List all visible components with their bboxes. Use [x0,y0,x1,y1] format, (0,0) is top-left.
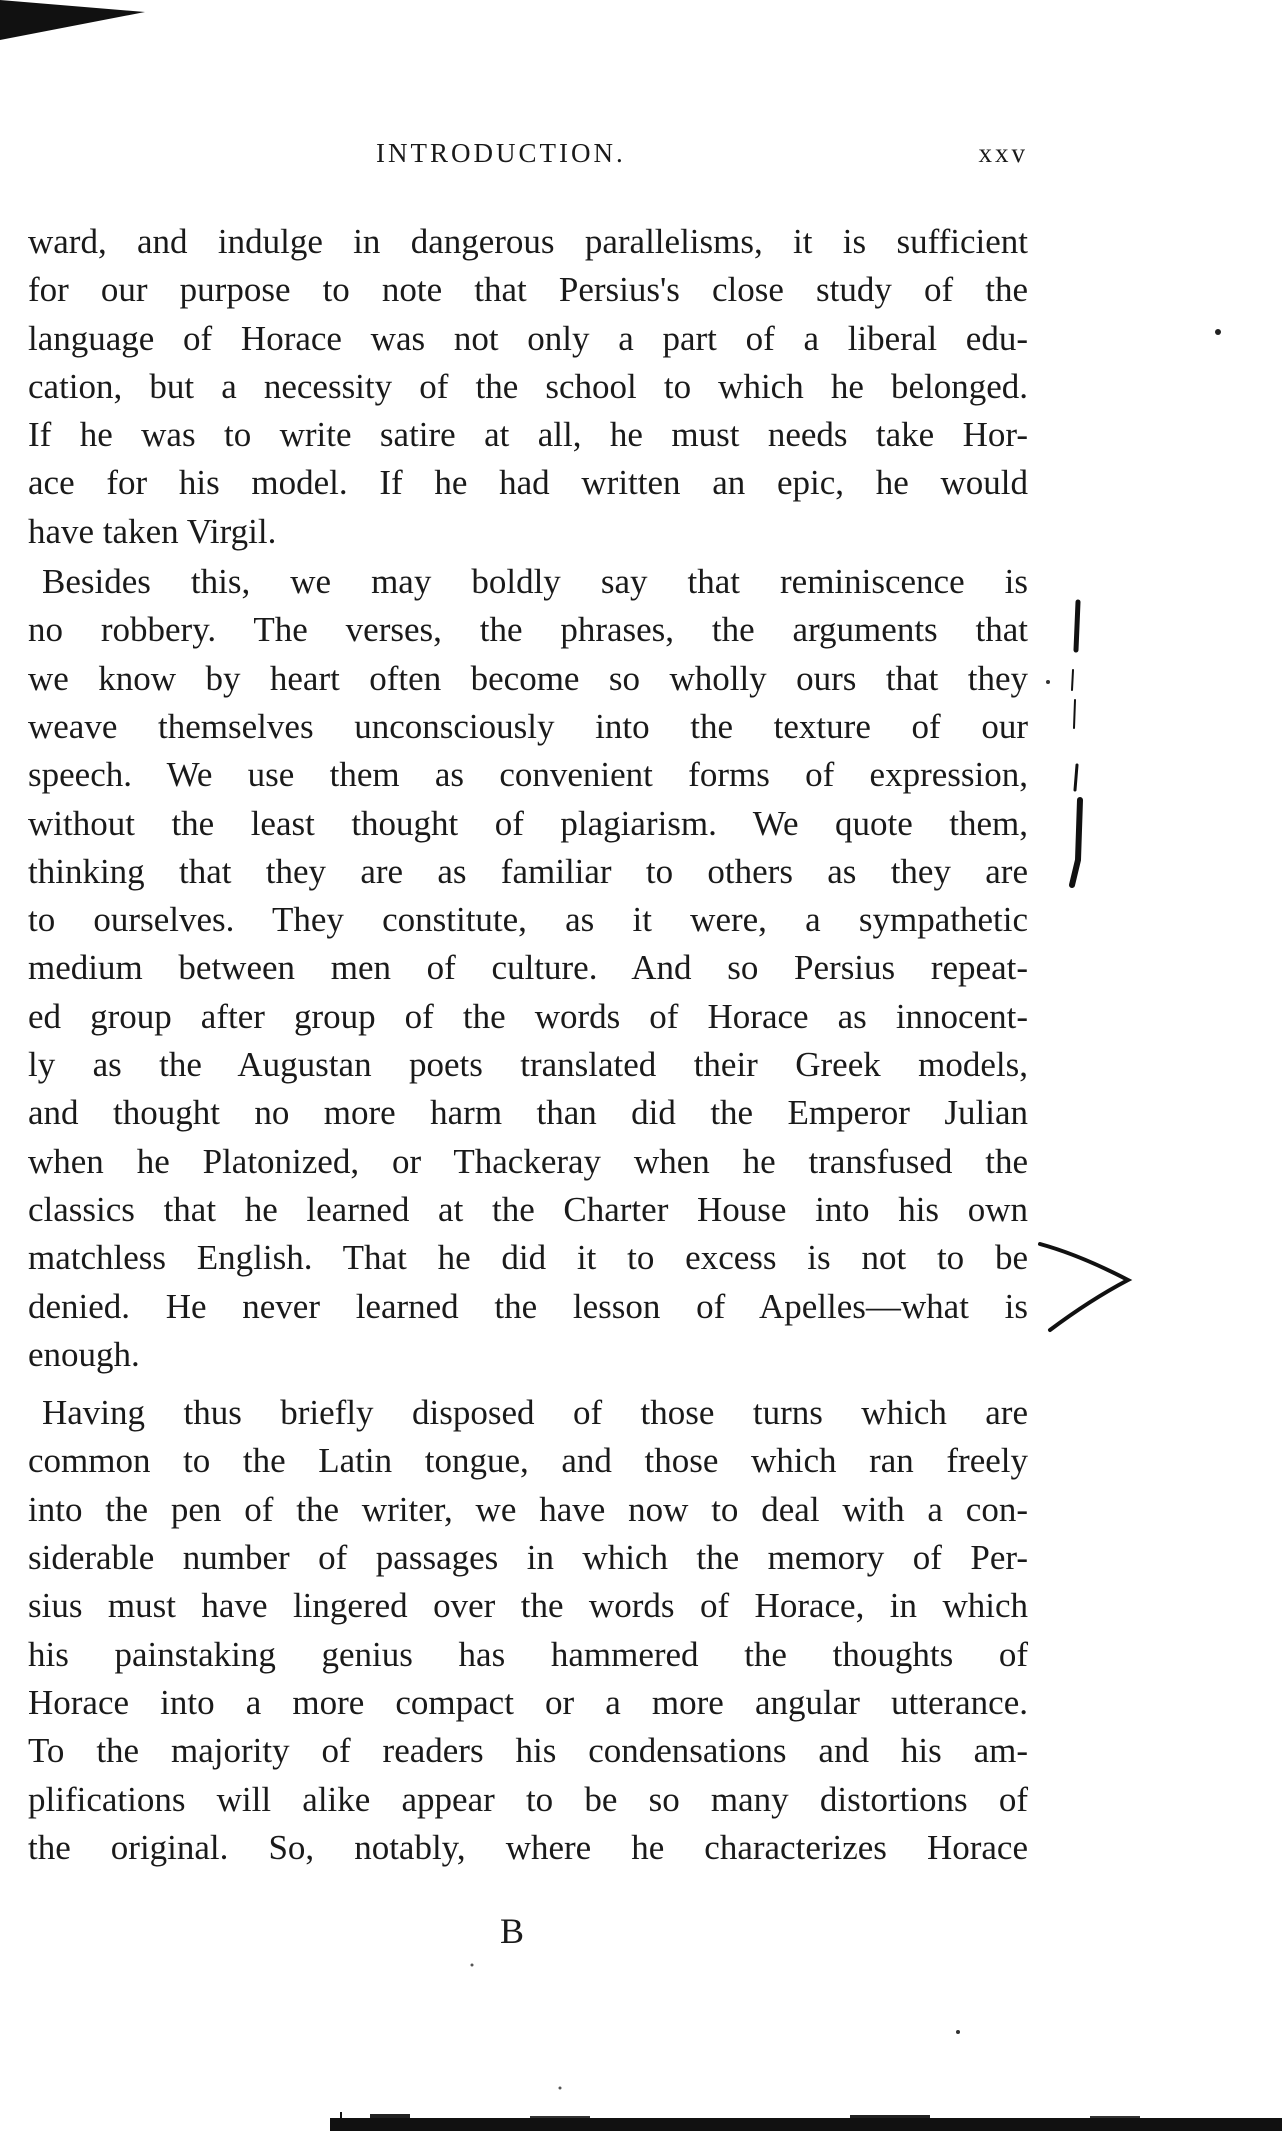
margin-dot [956,2030,960,2034]
text-line: ed group after group of the words of Horace as innocent- [28,996,1028,1036]
text-line: without the least thought of plagiarism. We quote them, [28,803,1028,843]
paragraph-3 [28,1389,1028,1872]
text-line: ward, and indulge in dangerous parallelisms, it is sufficient [28,222,1028,261]
text-line: plifications will alike appear to be so many distortions of [28,1779,1028,1819]
margin-dot [1046,680,1050,684]
text-line: no robbery. The verses, the phrases, the arguments that [28,610,1028,650]
text-line: medium between men of culture. And so Persius repeat- [28,948,1028,988]
text-line: Horace into a more compact or a more angular utterance. [28,1682,1028,1722]
text-line: language of Horace was not only a part of a liberal edu- [28,318,1028,358]
text-line: cation, but a necessity of the school to which he belonged. [28,366,1028,406]
text-line: common to the Latin tongue, and those which ran freely [28,1441,1028,1481]
text-line: we know by heart often become so wholly ours that they [28,658,1028,698]
margin-bracket-mark [1072,602,1080,885]
text-line: If he was to write satire at all, he must needs take Hor- [28,415,1028,455]
margin-dot [471,1964,474,1967]
text-line: Besides this, we may boldly say that reminiscence is [42,562,1028,602]
running-head [28,138,1028,178]
text-line: siderable number of passages in which the memory of Per- [28,1538,1028,1578]
margin-angle-mark [1040,1244,1128,1330]
text-line: denied. He never learned the lesson of Apelles—what is [28,1286,1028,1326]
text-line: sius must have lingered over the words of Horace, in which [28,1586,1028,1626]
text-line: Having thus briefly disposed of those turns which are [42,1393,1028,1433]
text-line: enough. [28,1334,140,1374]
page-corner-shadow [0,0,150,40]
text-line: to ourselves. They constitute, as it were, a sympathetic [28,900,1028,940]
text-line: the original. So, notably, where he characterizes Horace [28,1827,1028,1867]
margin-dot [559,2087,562,2090]
text-line: and thought no more harm than did the Emperor Julian [28,1093,1028,1133]
text-line: ly as the Augustan poets translated their Greek models, [28,1045,1028,1085]
margin-dot [1215,329,1221,335]
text-line: speech. We use them as convenient forms of expression, [28,755,1028,795]
text-line: into the pen of the writer, we have now to deal with a con- [28,1489,1028,1529]
body-text [28,218,1028,1872]
text-line: To the majority of readers his condensations and his am- [28,1731,1028,1771]
running-title: INTRODUCTION. [376,138,626,168]
signature-mark: B [500,1911,525,1951]
paragraph-1 [28,218,1028,556]
paragraph-2 [28,558,1028,1379]
text-line: thinking that they are as familiar to others as they are [28,851,1028,891]
text-line: ace for his model. If he had written an epic, he would [28,463,1028,503]
text-line: for our purpose to note that Persius's close study of the [28,270,1028,310]
text-line: his painstaking genius has hammered the thoughts of [28,1634,1028,1674]
page-number: xxv [978,138,1028,168]
text-line: have taken Virgil. [28,511,277,551]
text-line: weave themselves unconsciously into the texture of our [28,706,1028,746]
scan-edge-bar [330,2112,1282,2131]
text-line: when he Platonized, or Thackeray when he transfused the [28,1141,1028,1181]
text-line: matchless English. That he did it to excess is not to be [28,1238,1028,1278]
text-line: classics that he learned at the Charter House into his own [28,1189,1028,1229]
